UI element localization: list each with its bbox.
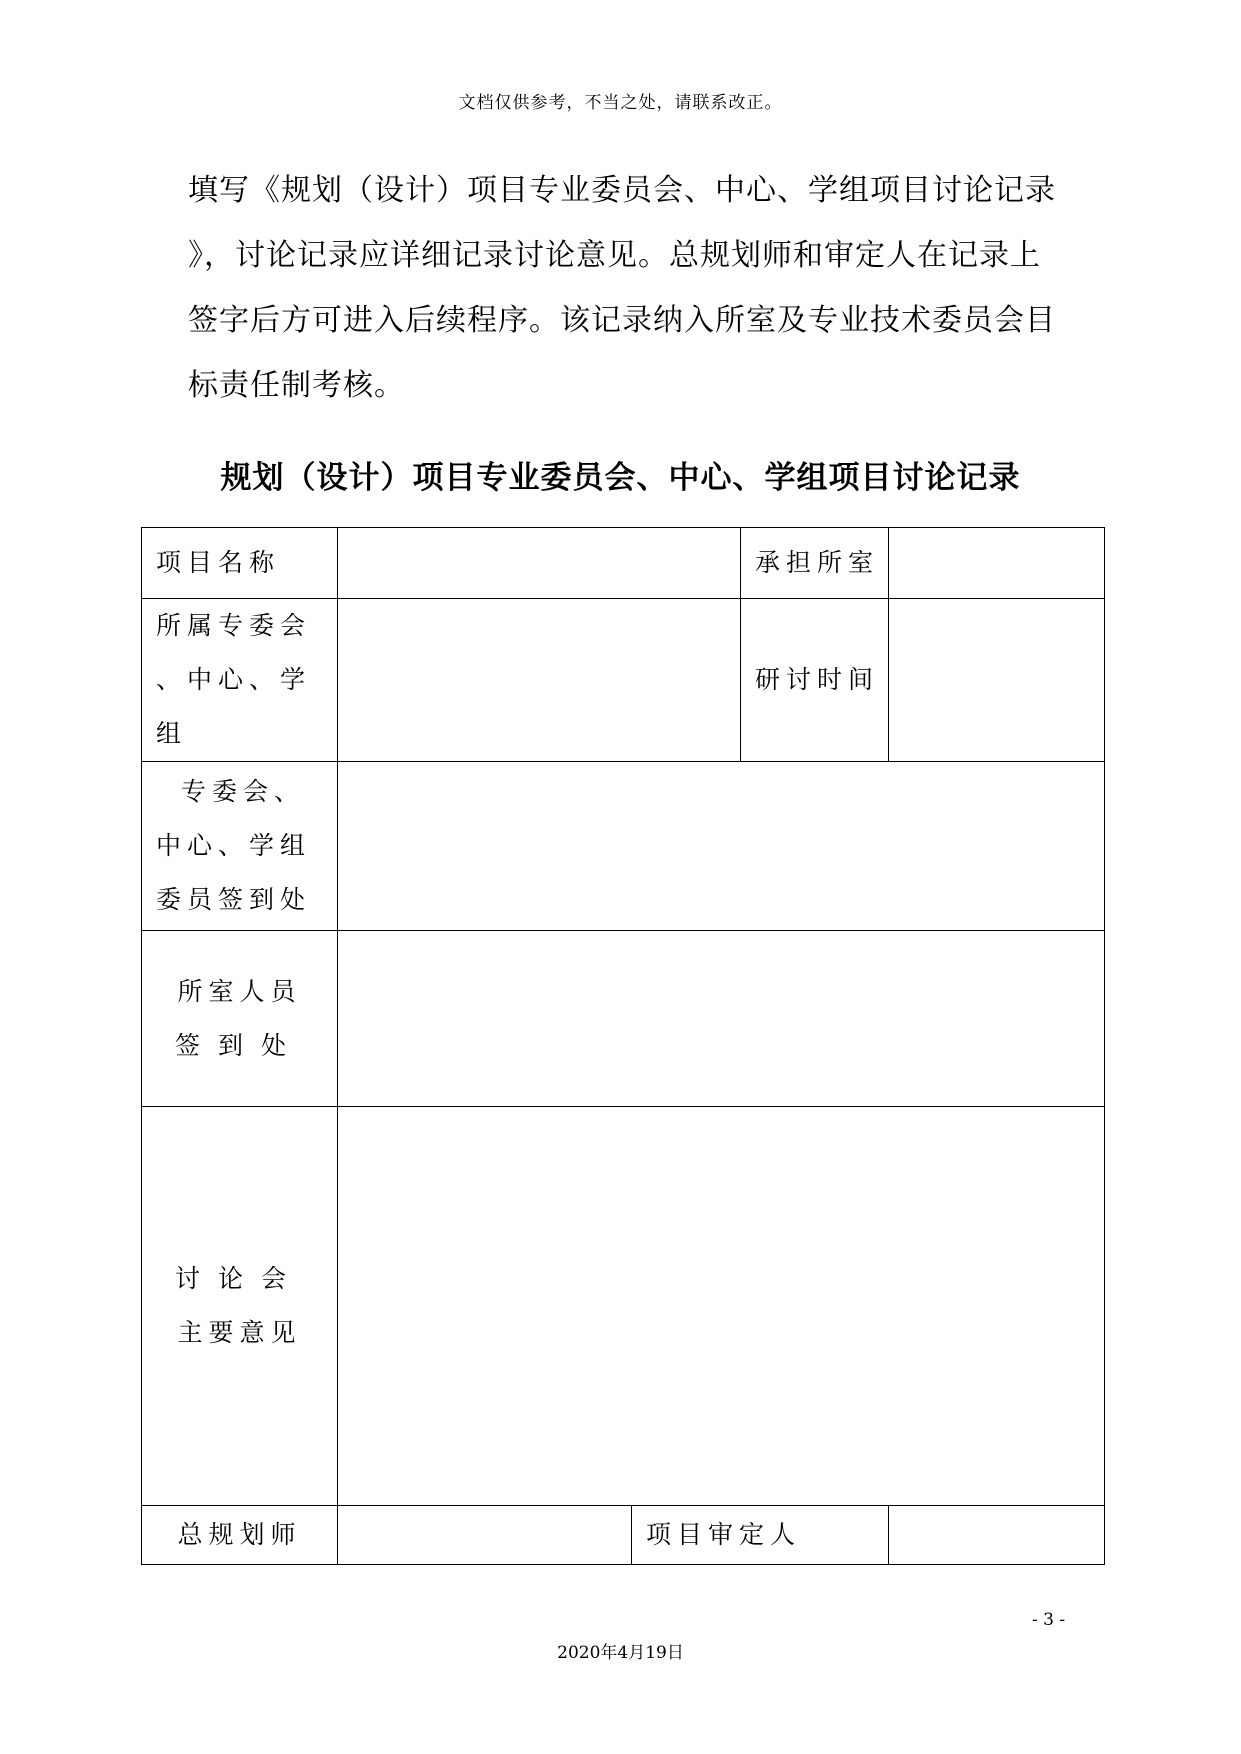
committee-signin-field[interactable] [338,762,1105,931]
discussion-record-form [141,527,1105,1565]
main-opinions-field[interactable] [338,1107,1105,1506]
main-opinions-label [142,1107,338,1506]
project-approver-field[interactable] [889,1506,1105,1565]
paragraph-line: 》，讨论记录应详细记录讨论意见。总规划师和审定人在记录上 [188,238,1041,273]
discussion-time-field[interactable] [889,599,1105,762]
affiliated-committee-label [142,599,338,762]
label-line: 签到处 [174,1030,304,1060]
label-line: 委员签到处 [156,885,312,914]
project-name-field[interactable] [338,528,741,599]
label-line: 专委会、 [181,777,306,806]
undertaking-dept-field[interactable] [889,528,1105,599]
project-approver-label: 项目审定人 [632,1506,889,1565]
label-line: 、中心、学 [156,665,312,694]
form-row-affiliation [142,599,1105,762]
label-line: 讨论会 [174,1264,304,1293]
header-note: 文档仅供参考，不当之处，请联系改正。 [458,93,783,113]
form-row-project [142,528,1105,599]
intro-paragraph [188,158,1058,418]
form-row-opinions [142,1107,1105,1506]
footer-date: 2020年4月19日 [557,1643,684,1663]
label-line: 主要意见 [177,1318,302,1347]
form-row-dept-signin [142,931,1105,1107]
label-line: 组 [156,719,188,748]
page-number: - 3 - [1032,1610,1066,1630]
paragraph-line: 标责任制考核。 [188,368,405,403]
form-row-committee-signin [142,762,1105,931]
paragraph-line: 填写《规划（设计）项目专业委员会、中心、学组项目讨论记录 [188,173,1056,208]
label-line: 所室人员 [177,976,302,1006]
chief-planner-field[interactable] [338,1506,632,1565]
project-name-label: 项目名称 [142,528,338,599]
dept-staff-signin-label [142,931,338,1107]
discussion-time-label: 研讨时间 [741,599,889,762]
label-line: 中心、学组 [156,831,312,860]
committee-signin-label [142,762,338,931]
affiliated-committee-field[interactable] [338,599,741,762]
undertaking-dept-label: 承担所室 [741,528,889,599]
chief-planner-label: 总规划师 [142,1506,338,1565]
dept-staff-signin-field[interactable] [338,931,1105,1107]
label-line: 所属专委会 [156,611,312,640]
form-title: 规划（设计）项目专业委员会、中心、学组项目讨论记录 [220,460,1021,496]
form-row-signatures [142,1506,1105,1565]
paragraph-line: 签字后方可进入后续程序。该记录纳入所室及专业技术委员会目 [188,303,1056,338]
